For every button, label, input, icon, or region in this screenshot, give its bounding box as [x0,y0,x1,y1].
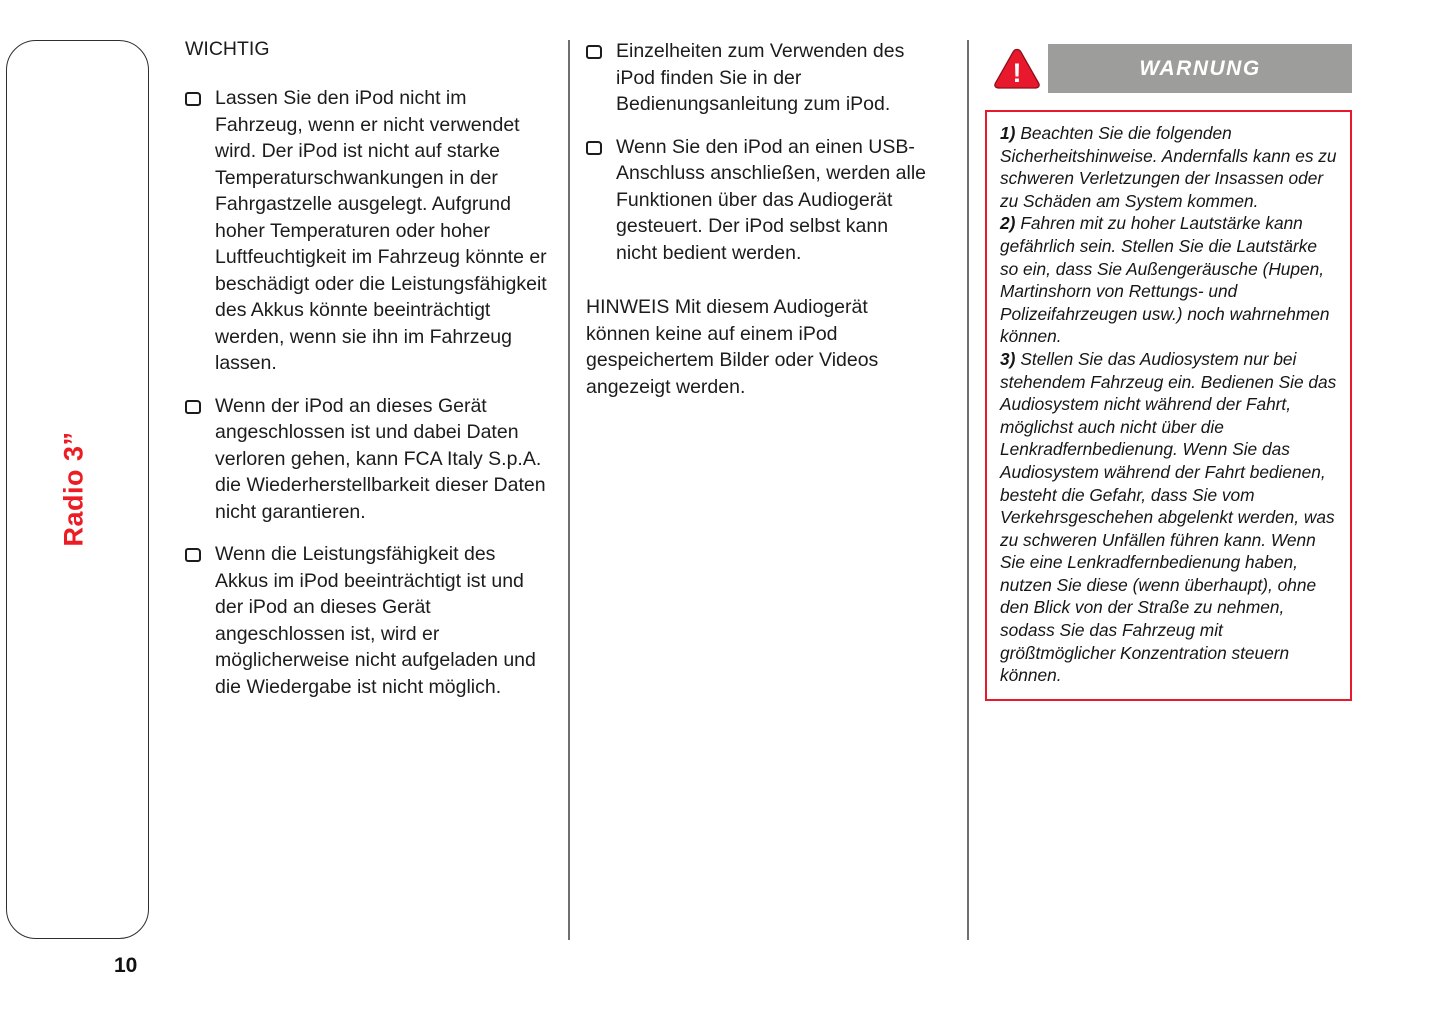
warning-item-number: 2) [1000,213,1016,234]
svg-text:!: ! [1012,58,1021,88]
bullet-text: Wenn die Leistungsfähigkeit des Akkus im iPod beeinträchtigt ist und der iPod an dieses Gerät angeschlossen ist, wird er möglicherweise nicht aufgeladen und die Wiedergabe ist nicht möglich. [215,543,536,698]
bullet-text: Wenn der iPod an dieses Gerät angeschlossen ist und dabei Daten verloren gehen, kann FCA Italy S.p.A. die Wiederherstellbarkeit dieser Daten nicht garantieren. [215,394,546,523]
warning-item [1000,348,1337,687]
list-item [185,393,551,526]
list-item [586,134,934,267]
bullet-text: Einzelheiten zum Verwenden des iPod finden Sie in der Bedienungsanleitung zum iPod. [616,40,905,115]
square-bullet-icon [586,45,602,59]
bullet-text: Wenn Sie den iPod an einen USB-Anschluss anschließen, werden alle Funktionen über das Audiogerät gesteuert. Der iPod selbst kann nicht bedient werden. [616,135,927,264]
warning-item-text: Fahren mit zu hoher Lautstärke kann gefährlich sein. Stellen Sie die Lautstärke so ein, dass Sie Außengeräusche (Hupen, Martinshorn von Rettungs- und Polizeifahrzeugen usw.) noch wahrnehmen können. [1000,213,1330,347]
square-bullet-icon [185,92,201,106]
warning-icon-box [985,44,1048,93]
warning-item [1000,212,1337,348]
chapter-tab-label: Radio 3” [58,431,89,547]
bullet-text: Lassen Sie den iPod nicht im Fahrzeug, wenn er nicht verwendet wird. Der iPod ist nicht auf starke Temperaturschwankungen in der Fahrgastzelle ausgelegt. Aufgrund hoher Temperaturen oder hoher Luftfeuchtigkeit im Fahrzeug könnte er beschädigt oder die Leistungsfähigkeit des Akkus könnte beeinträchtigt werden, wenn sie ihn im Fahrzeug lassen. [215,87,547,374]
hinweis-note: HINWEIS Mit diesem Audiogerät können keine auf einem iPod gespeichertem Bilder oder Videos angezeigt werden. [586,296,879,398]
square-bullet-icon [185,548,201,562]
list-item [586,38,934,118]
list-item [185,541,551,700]
warning-header [985,44,1352,93]
column-divider-1 [568,40,570,940]
column-1 [185,38,551,716]
warning-item-text: Stellen Sie das Audiosystem nur bei stehendem Fahrzeug ein. Bedienen Sie das Audiosystem nicht während der Fahrt, möglichst auch nicht über die Lenkradfernbedienung. Wenn Sie das Audiosystem während der Fahrt bedienen, besteht die Gefahr, dass Sie vom Verkehrsgeschehen abgelenkt werden, was zu schweren Unfällen führen kann. Wenn Sie eine Lenkradfernbedienung haben, nutzen Sie diese (wenn überhaupt), ohne den Blick von der Straße zu nehmen, sodass Sie das Fahrzeug mit größtmöglicher Konzentration steuern können. [1000,348,1337,686]
warning-header-bar [1048,44,1352,93]
warning-triangle-icon [993,47,1041,90]
warning-section [985,44,1352,701]
warning-item [1000,122,1337,212]
warning-item-text: Beachten Sie die folgenden Sicherheitshinweise. Andernfalls kann es zu schweren Verletzungen der Insassen oder zu Schäden am System kommen. [1000,123,1337,211]
chapter-tab [6,40,149,939]
list-item [185,85,551,377]
square-bullet-icon [586,141,602,155]
page-number: 10 [114,954,138,977]
warning-item-number: 1) [1000,123,1016,143]
column-2 [586,38,934,400]
section-heading: WICHTIG [185,38,270,60]
warning-title: WARNUNG [1139,56,1261,80]
column-divider-2 [967,40,969,940]
warning-box [985,110,1352,701]
square-bullet-icon [185,400,201,414]
warning-item-number: 3) [1000,348,1016,369]
